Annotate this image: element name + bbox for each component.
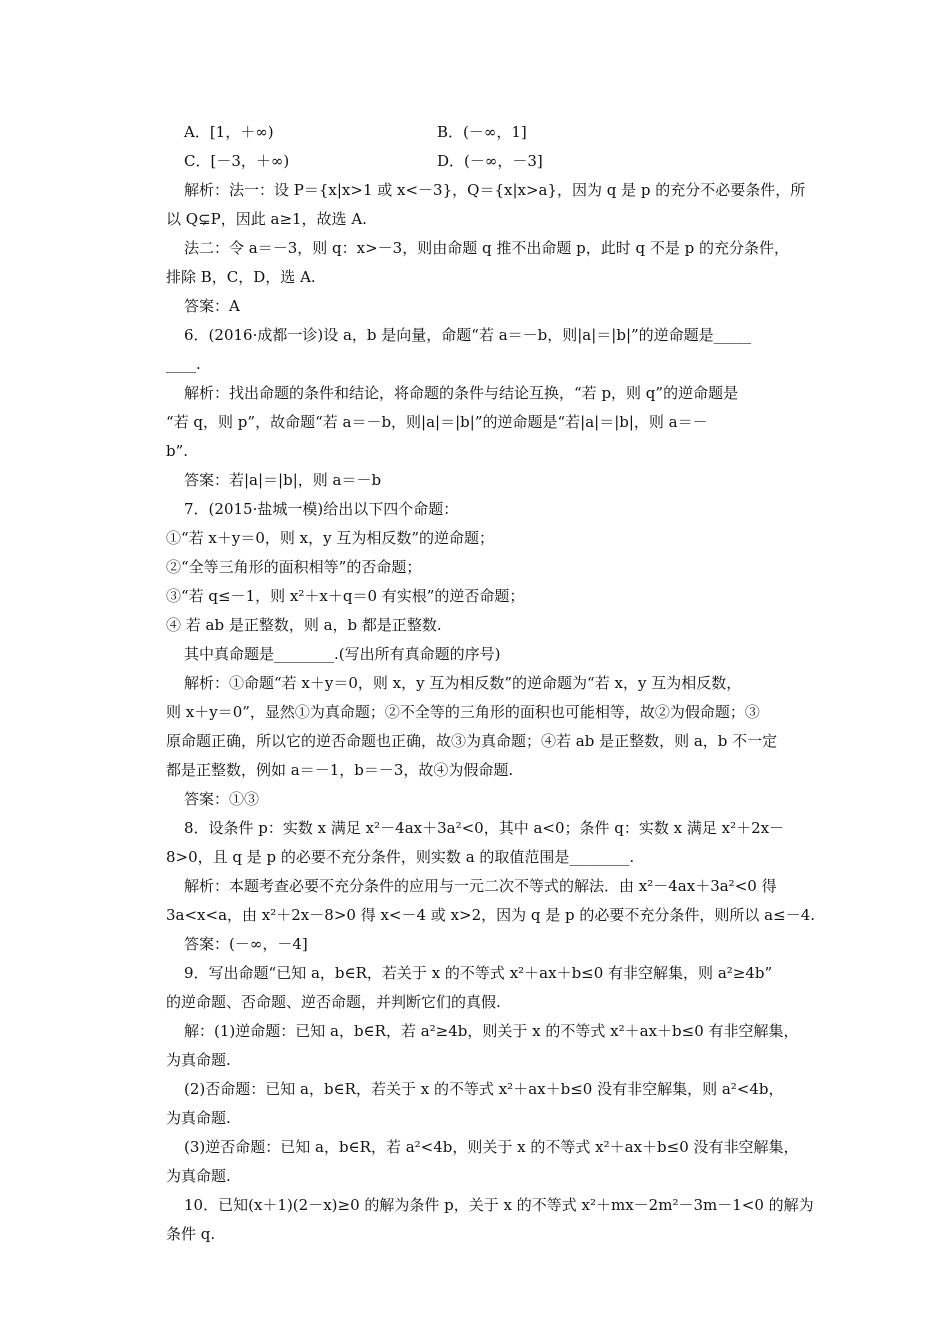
q10-stem-1: 10．已知(x＋1)(2－x)≥0 的解为条件 p，关于 x 的不等式 x²＋mx－2m²－3m－1<0 的解为: [184, 1196, 814, 1214]
q6-analysis-2: “若 q，则 p”，故命题“若 a＝－b，则|a|＝|b|”的逆命题是“若|a|＝|b|，则 a＝－: [166, 413, 708, 431]
option-c: C．[－3，＋∞): [184, 152, 290, 170]
q9-solution-3a: (3)逆否命题：已知 a，b∈R，若 a²<4b，则关于 x 的不等式 x²＋ax＋b≤0 没有非空解集，: [184, 1138, 799, 1156]
q9-stem-2: 的逆命题、否命题、逆否命题，并判断它们的真假.: [166, 993, 501, 1011]
option-d: D．(－∞，－3]: [437, 152, 543, 170]
q7-question: 其中真命题是________.(写出所有真命题的序号): [184, 645, 501, 663]
q7-item-4: ④ 若 ab 是正整数，则 a，b 都是正整数.: [166, 616, 442, 634]
q6-analysis-3: b”.: [166, 442, 189, 460]
q9-solution-2a: (2)否命题：已知 a，b∈R，若关于 x 的不等式 x²＋ax＋b≤0 没有非空解集，则 a²<4b，: [184, 1080, 784, 1098]
q9-solution-2b: 为真命题.: [166, 1109, 231, 1127]
q7-item-3: ③“若 q≤－1，则 x²＋x＋q＝0 有实根”的逆否命题；: [166, 587, 525, 605]
q8-answer: 答案：(－∞，－4]: [184, 935, 308, 953]
q10-stem-2: 条件 q.: [166, 1225, 216, 1243]
q6-answer: 答案：若|a|＝|b|，则 a＝－b: [184, 471, 382, 489]
q5-analysis-1a: 解析：法一：设 P＝{x|x>1 或 x<－3}，Q＝{x|x>a}，因为 q 是 p 的充分不必要条件，所: [184, 181, 806, 199]
q6-stem-1: 6．(2016·成都一诊)设 a，b 是向量，命题“若 a＝－b，则|a|＝|b|”的逆命题是_____: [184, 326, 752, 344]
q9-stem-1: 9．写出命题“已知 a，b∈R，若关于 x 的不等式 x²＋ax＋b≤0 有非空解集，则 a²≥4b”: [184, 964, 773, 982]
q9-solution-1b: 为真命题.: [166, 1051, 231, 1069]
q5-analysis-1b: 以 Q⊊P，因此 a≥1，故选 A.: [166, 210, 367, 228]
q8-stem-2: 8>0，且 q 是 p 的必要不充分条件，则实数 a 的取值范围是________.: [166, 848, 635, 866]
q5-analysis-2b: 排除 B，C，D，选 A.: [166, 268, 316, 286]
q7-analysis-2: 则 x＋y＝0”，显然①为真命题；②不全等的三角形的面积也可能相等，故②为假命题；③: [166, 703, 760, 721]
option-a: A．[1，＋∞): [184, 123, 274, 141]
q5-answer: 答案：A: [184, 297, 240, 315]
q9-solution-1a: 解：(1)逆命题：已知 a，b∈R，若 a²≥4b，则关于 x 的不等式 x²＋ax＋b≤0 有非空解集，: [184, 1022, 799, 1040]
q7-answer: 答案：①③: [184, 790, 260, 808]
option-b: B．(－∞，1]: [437, 123, 527, 141]
q9-solution-3b: 为真命题.: [166, 1167, 231, 1185]
q7-analysis-1: 解析：①命题“若 x＋y＝0，则 x，y 互为相反数”的逆命题为“若 x，y 互为相反数，: [184, 674, 742, 692]
q7-item-2: ②“全等三角形的面积相等”的否命题；: [166, 558, 422, 576]
q8-analysis-1: 解析：本题考查必要不充分条件的应用与一元二次不等式的解法．由 x²－4ax＋3a²<0 得: [184, 877, 777, 895]
q7-stem: 7．(2015·盐城一模)给出以下四个命题：: [184, 500, 459, 518]
q7-analysis-3: 原命题正确，所以它的逆否命题也正确，故③为真命题；④若 ab 是正整数，则 a，b 不一定: [166, 732, 778, 750]
q7-item-1: ①“若 x＋y＝0，则 x，y 互为相反数”的逆命题；: [166, 529, 495, 547]
q7-analysis-4: 都是正整数，例如 a＝－1，b＝－3，故④为假命题.: [166, 761, 514, 779]
q5-analysis-2a: 法二：令 a＝－3，则 q：x>－3，则由命题 q 推不出命题 p，此时 q 不是 p 的充分条件，: [184, 239, 789, 257]
q8-stem-1: 8．设条件 p：实数 x 满足 x²－4ax＋3a²<0，其中 a<0；条件 q：实数 x 满足 x²＋2x－: [184, 819, 785, 837]
q8-analysis-2: 3a<x<a，由 x²＋2x－8>0 得 x<－4 或 x>2，因为 q 是 p 的必要不充分条件，则所以 a≤－4.: [166, 906, 816, 924]
q6-analysis-1: 解析：找出命题的条件和结论，将命题的条件与结论互换，“若 p，则 q”的逆命题是: [184, 384, 739, 402]
q6-stem-2: ____.: [166, 355, 201, 373]
